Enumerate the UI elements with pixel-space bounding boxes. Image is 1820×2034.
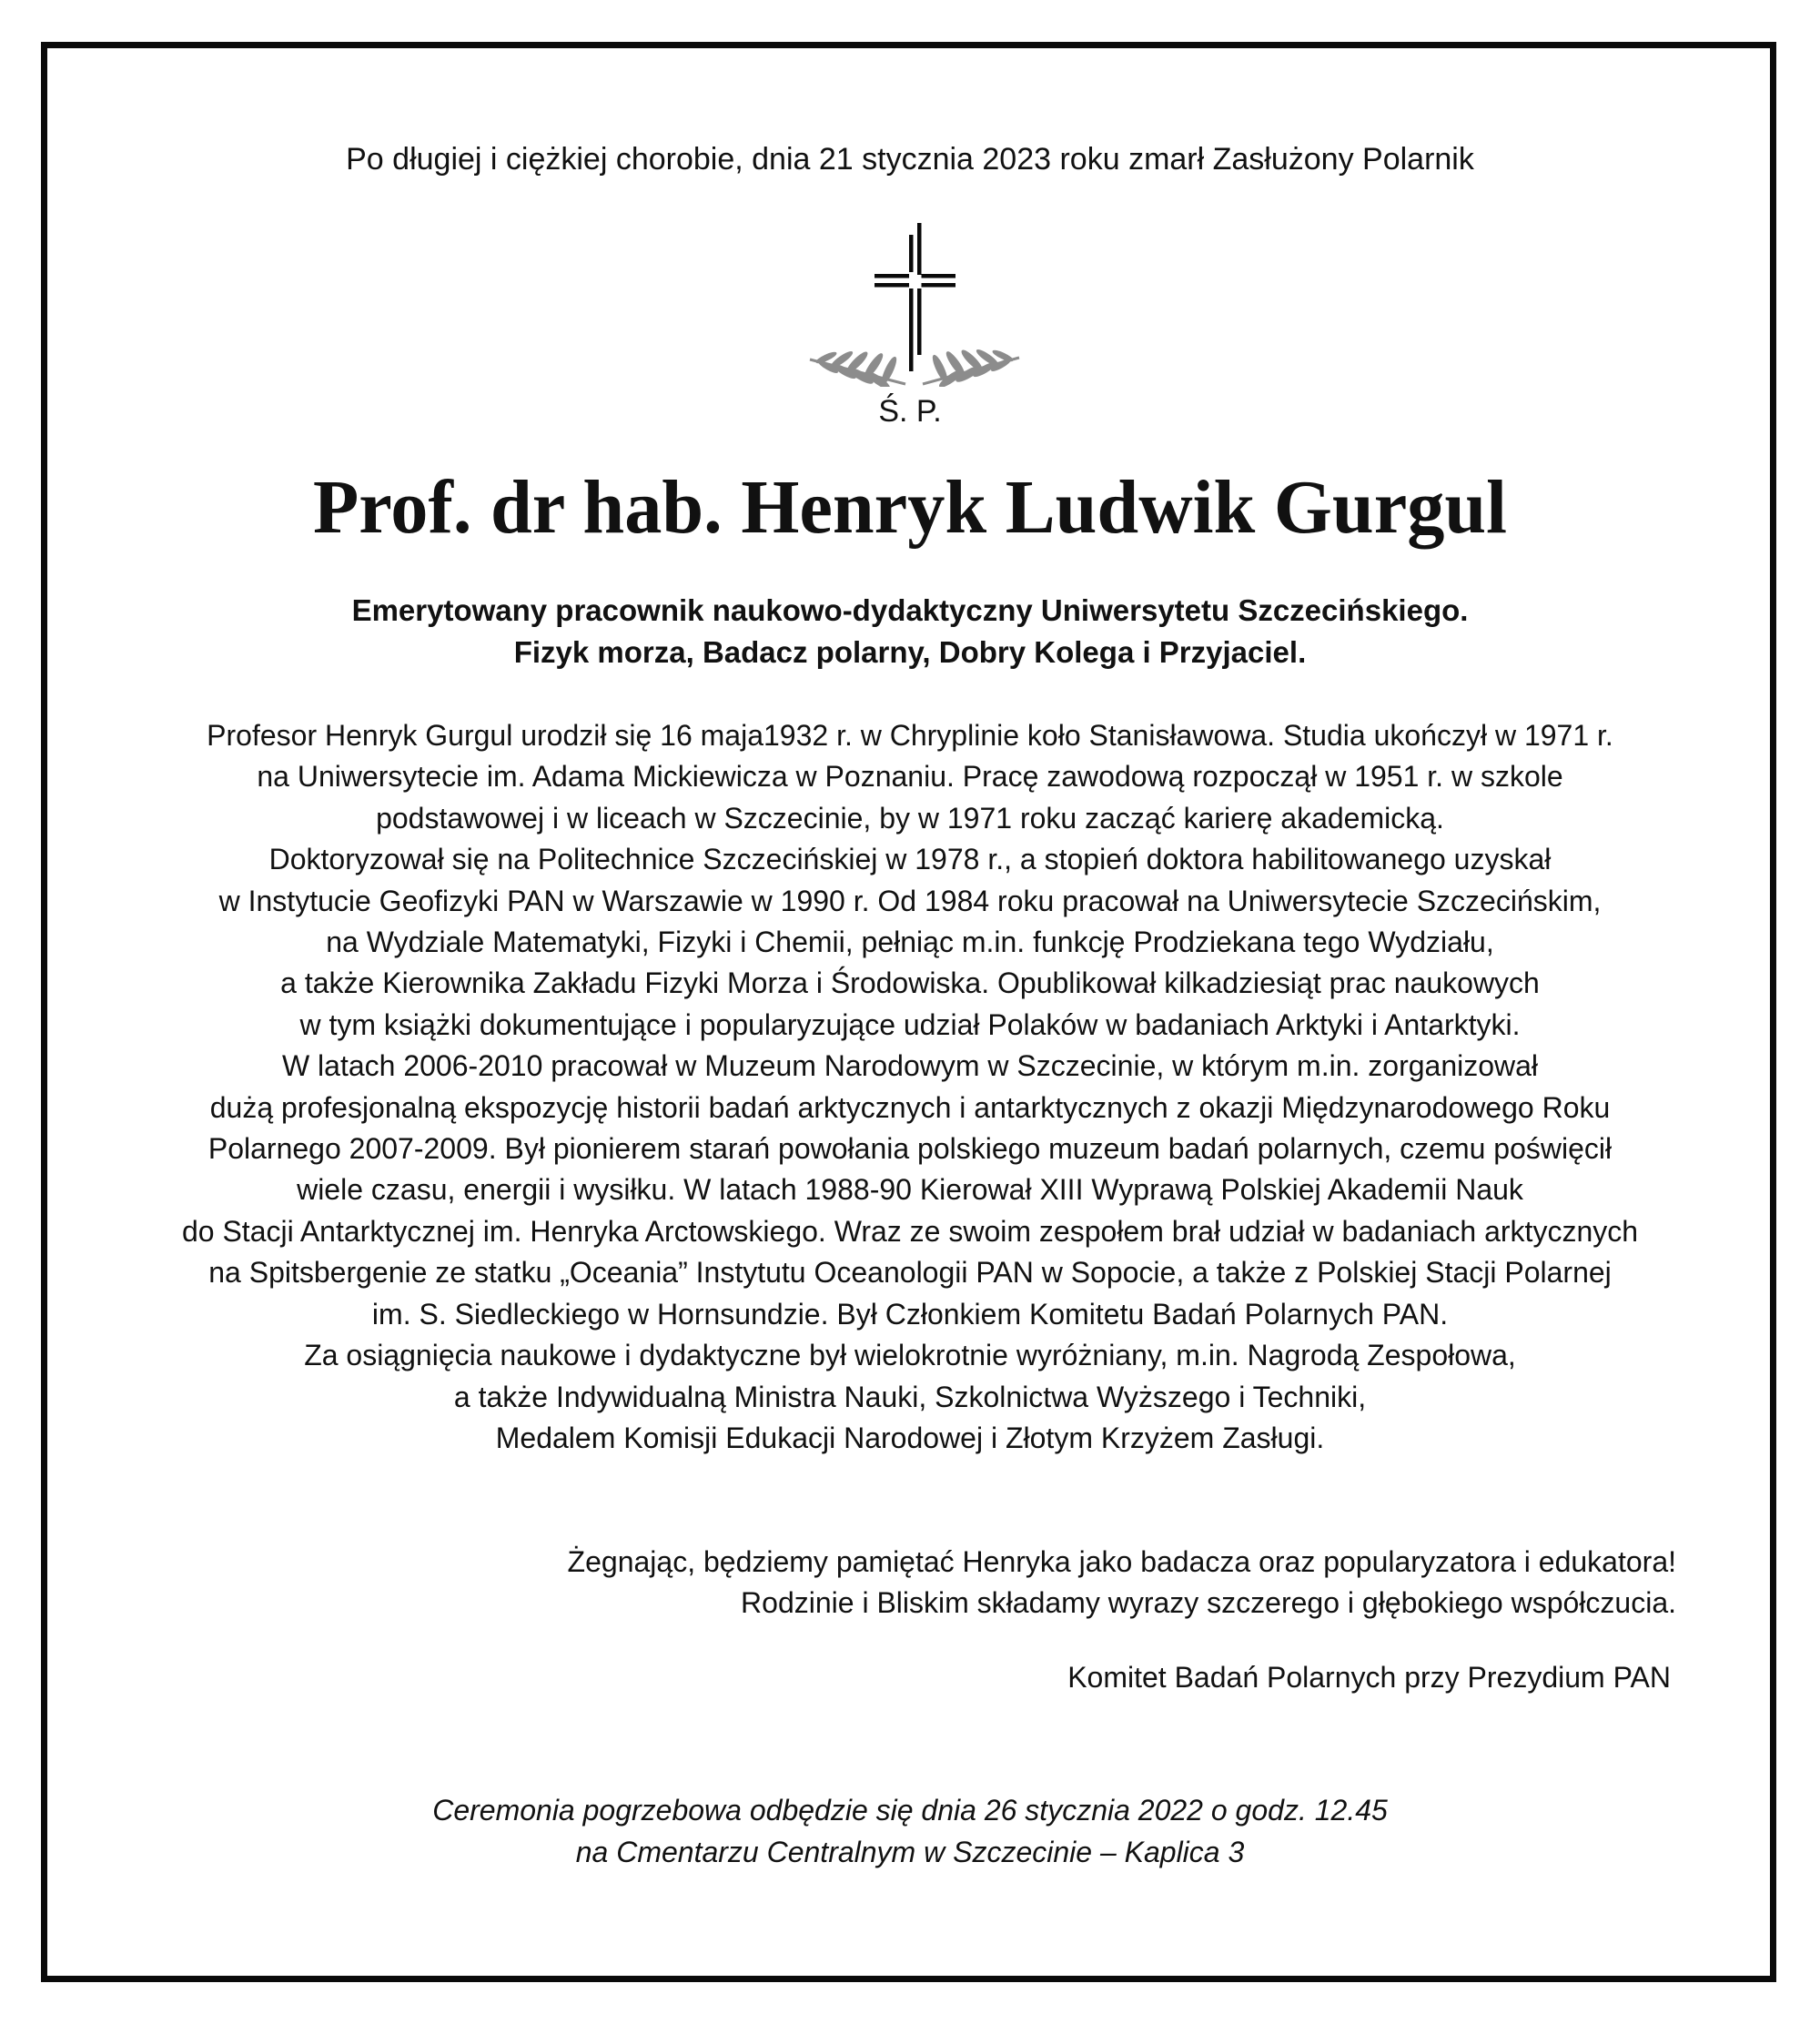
cross-icon <box>875 223 956 371</box>
biography-line: na Wydziale Matematyki, Fizyki i Chemii, pełniąc m.in. funkcję Prodziekana tego Wydziału, <box>326 926 1494 959</box>
palm-branch-left-icon <box>810 349 905 387</box>
subtitle-line: Emerytowany pracownik naukowo-dydaktyczny Uniwersytetu Szczecińskiego. <box>351 593 1469 627</box>
palm-branch-right-icon <box>923 348 1019 387</box>
biography-line: na Spitsbergenie ze statku „Oceania” Instytutu Oceanologii PAN w Sopocie, a także z Polskiej Stacji Polarnej <box>208 1256 1612 1290</box>
biography-line: Polarnego 2007-2009. Był pionierem starań powołania polskiego muzeum badań polarnych, czemu poświęcił <box>207 1132 1613 1166</box>
biography-line: wiele czasu, energii i wysiłku. W latach 1988-90 Kierował XIII Wyprawą Polskiej Akademii Nauk <box>297 1173 1523 1207</box>
ceremony-info <box>0 1789 1820 1873</box>
signature: Komitet Badań Polarnych przy Prezydium PAN <box>1067 1661 1671 1694</box>
intro-text: Po długiej i ciężkiej chorobie, dnia 21 stycznia 2023 roku zmarł Zasłużony Polarnik <box>346 142 1474 177</box>
ceremony-line: na Cmentarzu Centralnym w Szczecinie – Kaplica 3 <box>575 1836 1245 1868</box>
biography-line: w Instytucie Geofizyki PAN w Warszawie w 1990 r. Od 1984 roku pracował na Uniwersytecie Szczecińskim, <box>218 884 1602 917</box>
closing-line: Rodzinie i Bliskim składamy wyrazy szczerego i głębokiego współczucia. <box>741 1586 1676 1619</box>
biography-line: do Stacji Antarktycznej im. Henryka Arctowskiego. Wraz ze swoim zespołem brał udział w badaniach arktycznych <box>181 1214 1639 1248</box>
deceased-name-title: Prof. dr hab. Henryk Ludwik Gurgul <box>312 465 1508 550</box>
sp-abbreviation: Ś. P. <box>878 394 942 429</box>
cross-with-palm-branches-icon <box>801 214 1028 387</box>
biography-line: w tym książki dokumentujące i popularyzujące udział Polaków w badaniach Arktyki i Antarktyki. <box>299 1007 1521 1041</box>
biography-line: Za osiągnięcia naukowe i dydaktyczne był wielokrotnie wyróżniany, m.in. Nagrodą Zespołowa, <box>304 1339 1516 1372</box>
biography-line: W latach 2006-2010 pracował w Muzeum Narodowym w Szczecinie, w którym m.in. zorganizował <box>281 1049 1539 1083</box>
biography-line: Medalem Komisji Edukacji Narodowej i Złotym Krzyżem Zasługi. <box>495 1421 1325 1454</box>
closing-line: Żegnając, będziemy pamiętać Henryka jako badacza oraz popularyzatora i edukatora! <box>567 1545 1676 1578</box>
subtitle-line: Fizyk morza, Badacz polarny, Dobry Kolega i Przyjaciel. <box>513 635 1307 669</box>
biography-line: a także Indywidualną Ministra Nauki, Szkolnictwa Wyższego i Techniki, <box>453 1380 1367 1413</box>
biography-line: podstawowej i w liceach w Szczecinie, by w 1971 roku zacząć karierę akademicką. <box>376 801 1444 835</box>
biography <box>0 715 1820 1459</box>
closing-message <box>568 1542 1676 1624</box>
biography-line: na Uniwersytecie im. Adama Mickiewicza w Poznaniu. Pracę zawodową rozpoczął w 1951 r. w szkole <box>257 760 1563 794</box>
ceremony-line: Ceremonia pogrzebowa odbędzie się dnia 26 stycznia 2022 o godz. 12.45 <box>432 1794 1388 1827</box>
biography-line: im. S. Siedleckiego w Hornsundzie. Był Członkiem Komitetu Badań Polarnych PAN. <box>371 1297 1449 1331</box>
biography-line: Profesor Henryk Gurgul urodził się 16 maja1932 r. w Chryplinie koło Stanisławowa. Studia ukończył w 1971 r. <box>207 719 1613 752</box>
biography-line: dużą profesjonalną ekspozycję historii badań arktycznych i antarktycznych z okazji Międzynarodowego Roku <box>209 1090 1611 1124</box>
biography-line: Doktoryzował się na Politechnice Szczecińskiej w 1978 r., a stopień doktora habilitowanego uzyskał <box>268 843 1552 876</box>
biography-line: a także Kierownika Zakładu Fizyki Morza i Środowiska. Opublikował kilkadziesiąt prac naukowych <box>280 966 1540 1000</box>
